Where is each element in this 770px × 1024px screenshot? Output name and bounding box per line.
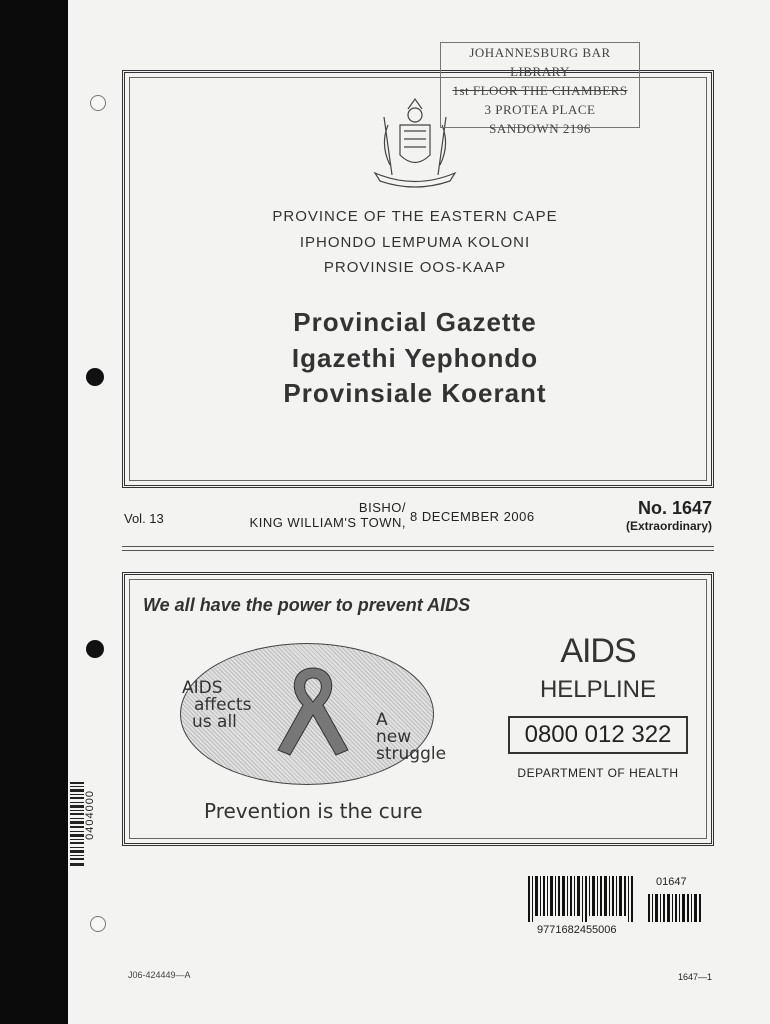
- footer-code: J06-424449—A: [128, 970, 191, 980]
- divider-top: [122, 546, 714, 547]
- province-afrikaans: PROVINSIE OOS-KAAP: [323, 259, 507, 276]
- place-of-issue: [226, 500, 406, 530]
- divider-bottom: [122, 550, 714, 551]
- struggle-line-1: A: [376, 710, 388, 730]
- aids-title: AIDS: [560, 632, 636, 670]
- punch-hole-bottom: [90, 916, 106, 932]
- issue-number: No. 1647: [637, 498, 712, 518]
- struggle-line-3: struggle: [376, 744, 447, 764]
- title-xhosa: Igazethi Yephondo: [291, 343, 539, 373]
- stamp-line-2: 1st FLOOR THE CHAMBERS: [452, 83, 628, 98]
- footer-page: 1647—1: [677, 972, 712, 982]
- title-english: Provincial Gazette: [293, 307, 537, 337]
- struggle-line-2: new: [376, 727, 412, 747]
- issue-type: (Extraordinary): [625, 519, 712, 533]
- province-xhosa: IPHONDO LEMPUMA KOLONI: [299, 234, 531, 251]
- affects-line-1: AIDS: [182, 678, 223, 698]
- stamp-line-3: 3 PROTEA PLACE: [484, 102, 596, 117]
- red-ribbon-icon: [268, 660, 358, 760]
- affects-text: [182, 680, 251, 731]
- title-afrikaans: Provinsiale Koerant: [283, 378, 547, 408]
- helpline-phone: 0800 012 322: [508, 716, 688, 754]
- side-code: 0404000: [84, 790, 96, 840]
- library-stamp: [440, 42, 640, 136]
- place-line-1: BISHO/: [358, 500, 406, 515]
- barcode-number: 9771682455006: [537, 924, 617, 936]
- province-english: PROVINCE OF THE EASTERN CAPE: [272, 208, 558, 225]
- affects-line-2: affects: [194, 695, 252, 715]
- scan-edge: [0, 0, 68, 1024]
- punch-hole-top: [90, 95, 106, 111]
- place-line-2: KING WILLIAM'S TOWN,: [249, 515, 406, 530]
- barcode-issue: 01647: [656, 876, 687, 888]
- affects-line-3: us all: [192, 712, 237, 732]
- aids-slogan: We all have the power to prevent AIDS: [143, 595, 471, 615]
- stamp-line-1: JOHANNESBURG BAR LIBRARY: [469, 45, 611, 79]
- volume-number: Vol. 13: [124, 511, 164, 526]
- department-name: DEPARTMENT OF HEALTH: [517, 766, 679, 780]
- new-struggle-text: [376, 712, 446, 763]
- punch-hole-lower: [86, 640, 104, 658]
- issue-date: 8 DECEMBER 2006: [410, 509, 535, 524]
- prevention-text: Prevention is the cure: [204, 799, 423, 823]
- stamp-line-4: SANDOWN 2196: [489, 121, 591, 136]
- helpline-title: HELPLINE: [539, 676, 657, 703]
